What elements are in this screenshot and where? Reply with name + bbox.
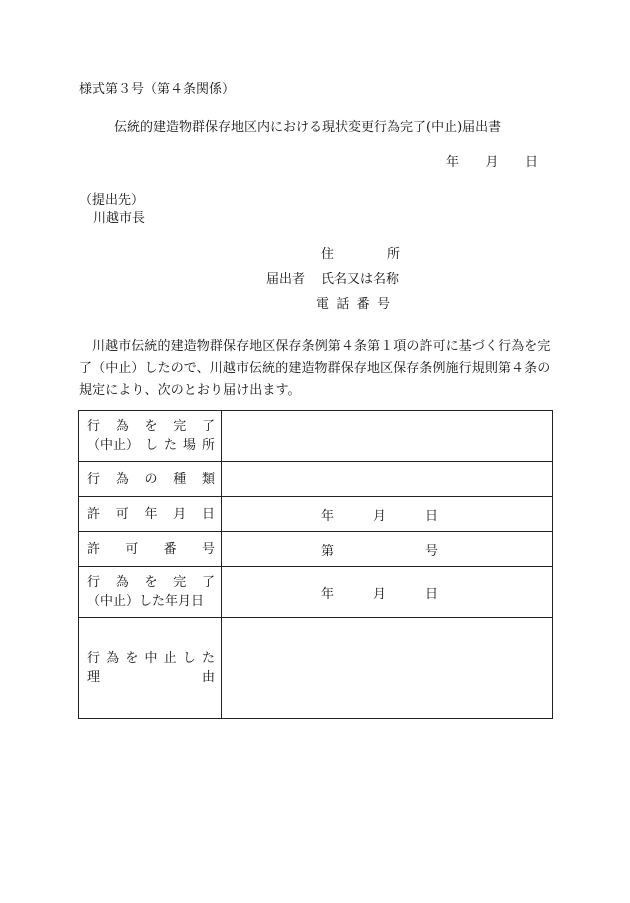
row-label	[79, 618, 222, 719]
label-text: 了	[201, 419, 215, 434]
label-line	[87, 573, 215, 592]
label-text: 行	[87, 471, 101, 487]
date-year: 年	[446, 155, 460, 170]
label-text: 止	[163, 651, 177, 666]
value-text: 月	[372, 508, 386, 524]
label-text: 号	[201, 541, 215, 557]
label-line	[87, 592, 215, 611]
document-title: 伝統的建造物群保存地区内における現状変更行為完了(中止)届出書	[114, 120, 502, 135]
address-char: 住	[321, 247, 335, 262]
label-text: 理	[87, 670, 101, 685]
label-text: た	[163, 438, 177, 453]
label-text: を	[144, 575, 158, 590]
label-text: 完	[173, 419, 187, 434]
date-day: 日	[524, 155, 538, 170]
label-line	[87, 417, 215, 436]
label-text: 類	[201, 471, 215, 487]
label-text: 為	[115, 575, 129, 590]
label-text: を	[144, 419, 158, 434]
row-label	[79, 462, 222, 497]
name-label: 氏名又は名称	[321, 272, 400, 287]
label-text: （中止）	[87, 438, 140, 453]
row-value[interactable]	[222, 532, 553, 567]
value-text: 日	[424, 586, 438, 602]
value-text-row	[321, 583, 438, 602]
table-row	[79, 462, 553, 497]
label-line	[87, 505, 215, 524]
label-text: 日	[201, 506, 215, 522]
date-line	[446, 156, 538, 169]
label-line	[87, 649, 215, 668]
address-char: 所	[386, 247, 400, 262]
value-text: 月	[372, 586, 386, 602]
label-text: 行	[87, 575, 101, 590]
label-text: の	[144, 471, 158, 487]
label-text: 年	[144, 506, 158, 522]
submit-to-name: 川越市長	[93, 211, 146, 226]
label-line	[87, 668, 215, 687]
label-text: 為	[115, 471, 129, 487]
label-text: 為	[106, 651, 120, 666]
phone-char: 号	[376, 297, 390, 312]
form-table	[78, 410, 553, 719]
value-text: 第	[321, 543, 335, 559]
value-text: 年	[321, 508, 335, 524]
table-row	[79, 618, 553, 719]
row-value[interactable]	[222, 567, 553, 618]
label-text: し	[182, 651, 196, 666]
value-text-row	[321, 540, 438, 559]
label-text: 月	[173, 506, 187, 522]
phone-char: 電	[316, 297, 330, 312]
label-text: 番	[163, 541, 177, 557]
value-text: 年	[321, 586, 335, 602]
label-line	[87, 470, 215, 489]
row-value[interactable]	[222, 497, 553, 532]
row-label	[79, 411, 222, 462]
label-text: 場	[182, 438, 196, 453]
table-row	[79, 497, 553, 532]
table-row	[79, 411, 553, 462]
table-row	[79, 567, 553, 618]
label-text: 許	[87, 506, 101, 522]
label-text: を	[125, 651, 139, 666]
label-text: 完	[173, 575, 187, 590]
date-month: 月	[485, 155, 499, 170]
row-label	[79, 497, 222, 532]
label-text: 可	[125, 541, 139, 557]
label-text: 行	[87, 651, 101, 666]
row-label	[79, 567, 222, 618]
label-text: 為	[115, 419, 129, 434]
label-text: た	[201, 651, 215, 666]
label-text: 由	[201, 670, 215, 685]
label-text: 可	[115, 506, 129, 522]
label-text: 了	[201, 575, 215, 590]
phone-label	[316, 298, 390, 311]
row-value[interactable]	[222, 618, 553, 719]
row-label	[79, 532, 222, 567]
address-label	[321, 248, 400, 261]
body-paragraph: 川越市伝統的建造物群保存地区保存条例第４条第１項の許可に基づく行為を完了（中止）したので、川越市伝統的建造物群保存地区保存条例施行規則第４条の規定により、次のとおり届け出ます。	[79, 339, 551, 398]
value-text: 号	[424, 543, 438, 559]
phone-char: 話	[336, 297, 350, 312]
label-text: 種	[173, 471, 187, 487]
form-number: 様式第３号（第４条関係）	[79, 82, 236, 97]
label-text: 所	[201, 438, 215, 453]
label-text: 行	[87, 419, 101, 434]
submit-to-label: （提出先）	[79, 193, 145, 208]
table-row	[79, 532, 553, 567]
applicant-label: 届出者	[266, 272, 306, 287]
label-text: 許	[87, 541, 101, 557]
label-line	[87, 436, 215, 455]
label-text: （中止）した年月日	[87, 594, 205, 609]
label-line	[87, 540, 215, 559]
value-text: 日	[424, 508, 438, 524]
label-text: 中	[144, 651, 158, 666]
row-value[interactable]	[222, 411, 553, 462]
value-text-row	[321, 505, 438, 524]
phone-char: 番	[356, 297, 370, 312]
label-text: し	[144, 438, 158, 453]
row-value[interactable]	[222, 462, 553, 497]
